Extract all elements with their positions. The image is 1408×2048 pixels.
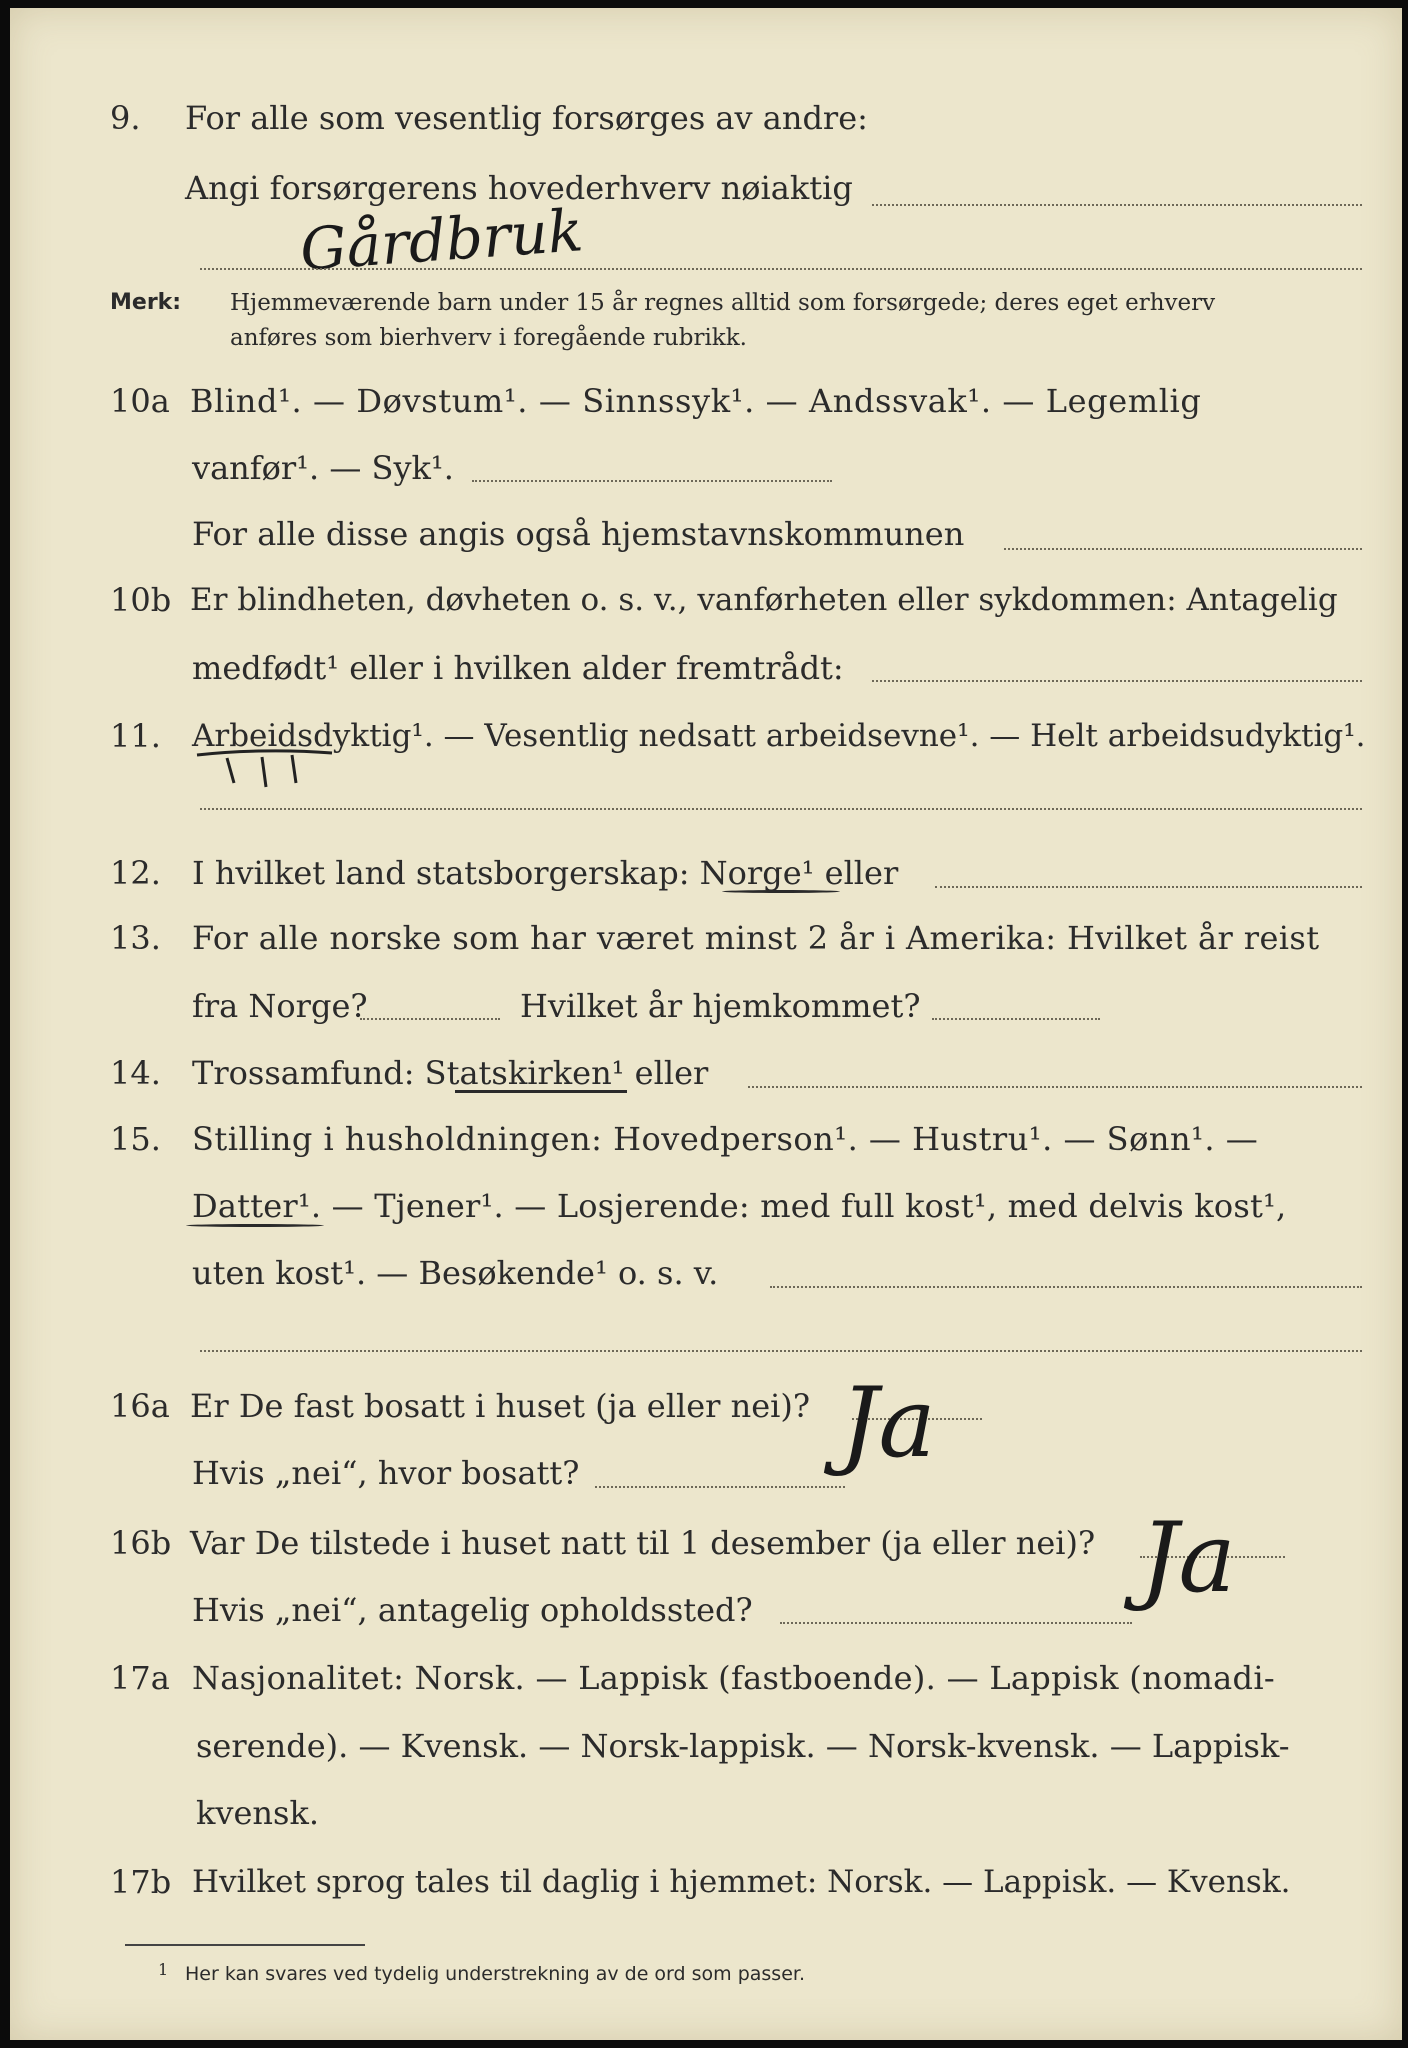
item-text: I hvilket land statsborgerskap: Norge¹ eller [192,854,899,892]
answer-dotted-line [595,1486,845,1488]
handwritten-underline-norge [722,890,840,893]
footnote-mark: 1 [158,1960,169,1979]
census-form-page [10,8,1402,2040]
item-text: medfødt¹ eller i hvilken alder fremtrådt: [192,649,844,687]
answer-dotted-line [770,1286,1362,1288]
item-text: Hvilket år hjemkommet? [520,987,921,1025]
footnote-text: Her kan svares ved tydelig understrekning av de ord som passer. [185,1963,805,1985]
item-text: vanfør¹. — Syk¹. [192,449,454,487]
answer-dotted-line [1004,548,1362,550]
answer-dotted-line [200,1350,1362,1352]
merk-text: Hjemmeværende barn under 15 år regnes alltid som forsørgede; deres eget erhverv [230,290,1216,316]
item-text: Blind¹. — Døvstum¹. — Sinnssyk¹. — Andssvak¹. — Legemlig [190,382,1202,420]
item-text: fra Norge? [192,987,368,1025]
handwritten-answer: Ja [1140,1502,1236,1614]
item-text: For alle som vesentlig forsørges av andre: [185,99,868,137]
answer-dotted-line [780,1622,1132,1624]
item-text: kvensk. [196,1794,319,1832]
handwritten-underline-statskirken [455,1090,627,1093]
item-text: Trossamfund: Statskirken¹ eller [192,1054,709,1092]
item-text: uten kost¹. — Besøkende¹ o. s. v. [192,1254,719,1292]
answer-dotted-line [748,1086,1362,1088]
item-number: 9. [110,99,141,137]
item-number: 12. [110,854,161,892]
footnote-rule [125,1944,365,1946]
answer-dotted-line [872,680,1362,682]
item-text: Hvis „nei“, hvor bosatt? [192,1454,580,1492]
item-number: 11. [110,717,161,755]
item-number: 10b [110,581,172,619]
answer-dotted-line [360,1018,500,1020]
item-text: For alle disse angis også hjemstavnskommunen [192,515,965,553]
item-number: 17a [110,1659,170,1697]
answer-dotted-line [200,808,1362,810]
item-text: Hvis „nei“, antagelig opholdssted? [192,1591,753,1629]
item-number: 17b [110,1863,172,1901]
merk-label: Merk: [110,290,182,315]
item-number: 16a [110,1387,170,1425]
item-number: 13. [110,919,161,957]
answer-dotted-line [472,480,832,482]
item-text: Hvilket sprog tales til daglig i hjemmet: Norsk. — Lappisk. — Kvensk. [192,1864,1291,1900]
item-text: Arbeidsdyktig¹. — Vesentlig nedsatt arbeidsevne¹. — Helt arbeidsudyktig¹. [192,718,1366,754]
item-text: Var De tilstede i huset natt til 1 desember (ja eller nei)? [190,1524,1096,1562]
item-text: Datter¹. — Tjener¹. — Losjerende: med full kost¹, med delvis kost¹, [192,1187,1287,1225]
handwritten-answer: Ja [840,1367,936,1479]
item-text: Er blindheten, døvheten o. s. v., vanførheten eller sykdommen: Antagelig [190,582,1338,618]
handwritten-underline-datter [186,1224,324,1227]
item-text: For alle norske som har været minst 2 år i Amerika: Hvilket år reist [192,919,1320,957]
item-text: Er De fast bosatt i huset (ja eller nei)? [190,1387,811,1425]
merk-text: anføres som bierhverv i foregående rubrikk. [230,325,747,351]
item-text: Stilling i husholdningen: Hovedperson¹. — Hustru¹. — Sønn¹. — [192,1120,1259,1158]
handwritten-underline-mark [192,743,342,793]
handwritten-answer: Gårdbruk [297,196,586,284]
item-number: 14. [110,1054,161,1092]
answer-dotted-line [932,1018,1100,1020]
answer-dotted-line [872,204,1362,206]
item-text: serende). — Kvensk. — Norsk-lappisk. — Norsk-kvensk. — Lappisk- [196,1727,1290,1765]
answer-dotted-line [935,886,1362,888]
item-number: 15. [110,1120,161,1158]
item-number: 16b [110,1524,172,1562]
item-text: Angi forsørgerens hovederhverv nøiaktig [185,169,853,207]
answer-dotted-line [200,268,1362,270]
item-number: 10a [110,382,170,420]
item-text: Nasjonalitet: Norsk. — Lappisk (fastboende). — Lappisk (nomadi- [192,1659,1275,1697]
